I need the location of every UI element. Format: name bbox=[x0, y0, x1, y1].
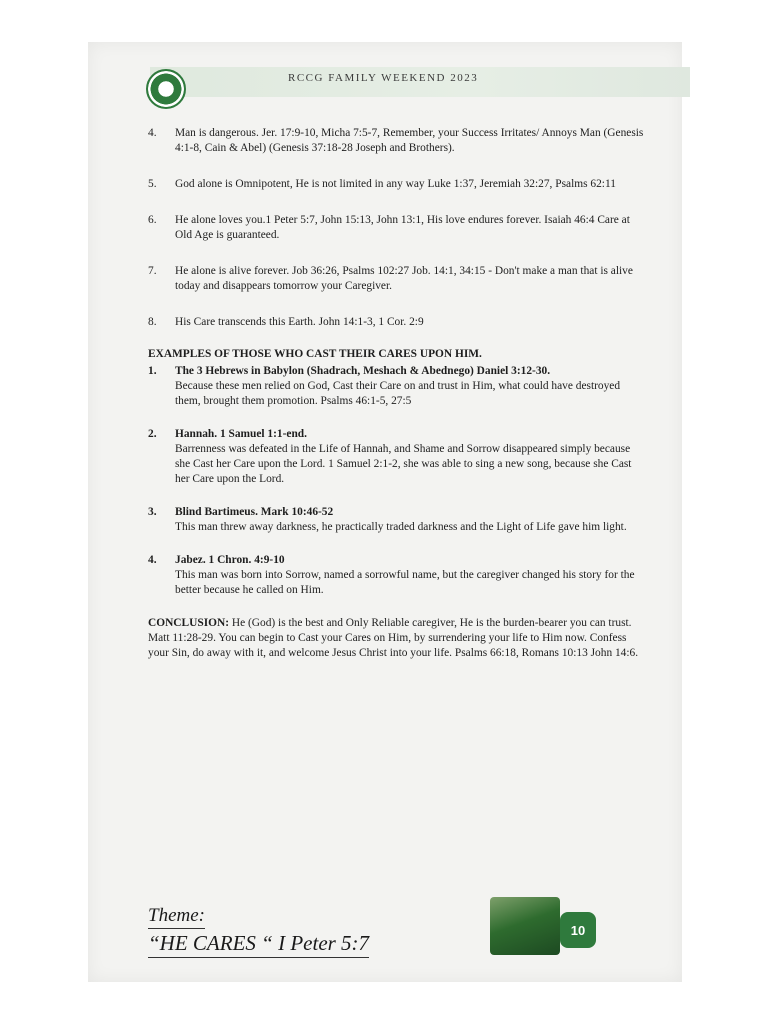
page-number: 10 bbox=[560, 912, 596, 948]
list-item bbox=[148, 177, 648, 192]
document-page bbox=[88, 42, 682, 982]
example-number: 2. bbox=[148, 428, 157, 440]
list-item-text: Man is dangerous. Jer. 17:9-10, Micha 7:5-7, Remember, your Success Irritates/ Annoys Man (Genesis 4:1-8, Cain & Abel) (Genesis 37:18-28 Joseph and Brothers). bbox=[175, 127, 644, 154]
header-title: RCCG FAMILY WEEKEND 2023 bbox=[288, 72, 479, 84]
example-text: This man threw away darkness, he practically traded darkness and the Light of Life gave him light. bbox=[175, 521, 627, 533]
example-body bbox=[175, 553, 648, 598]
examples-heading: EXAMPLES OF THOSE WHO CAST THEIR CARES UPON HIM. bbox=[148, 348, 482, 360]
example-item bbox=[148, 553, 648, 598]
example-text: Barrenness was defeated in the Life of Hannah, and Shame and Sorrow disappeared simply because she Cast her Care upon the Lord. 1 Samuel 2:1-2, she was able to sing a new song, because she Cast her Care upon the Lord. bbox=[175, 443, 632, 485]
example-text: This man was born into Sorrow, named a sorrowful name, but the caregiver changed his story for the better because he called on Him. bbox=[175, 569, 635, 596]
list-item-number: 4. bbox=[148, 127, 157, 139]
list-item-number: 6. bbox=[148, 214, 157, 226]
list-item bbox=[148, 315, 648, 330]
points-list bbox=[148, 126, 648, 330]
example-title: Hannah. 1 Samuel 1:1-end. bbox=[175, 428, 307, 440]
example-item bbox=[148, 505, 648, 535]
list-item-text: He alone loves you.1 Peter 5:7, John 15:13, John 13:1, His love endures forever. Isaiah 46:4 Care at Old Age is guaranteed. bbox=[175, 214, 630, 241]
example-body bbox=[175, 427, 648, 487]
example-body bbox=[175, 505, 648, 535]
rccg-logo-icon bbox=[146, 69, 186, 109]
theme-block bbox=[148, 905, 369, 958]
examples-list bbox=[148, 364, 648, 598]
example-number: 1. bbox=[148, 365, 157, 377]
example-item bbox=[148, 364, 648, 409]
example-title: The 3 Hebrews in Babylon (Shadrach, Meshach & Abednego) Daniel 3:12-30. bbox=[175, 365, 551, 377]
list-item bbox=[148, 126, 648, 156]
example-text: Because these men relied on God, Cast their Care on and trust in Him, what could have destroyed them, brought them promotion. Psalms 46:1-5, 27:5 bbox=[175, 380, 621, 407]
theme-text: “HE CARES “ I Peter 5:7 bbox=[148, 931, 369, 958]
conclusion-label: CONCLUSION: bbox=[148, 617, 230, 629]
family-photo bbox=[490, 897, 560, 955]
example-title: Jabez. 1 Chron. 4:9-10 bbox=[175, 554, 285, 566]
list-item-text: His Care transcends this Earth. John 14:1-3, 1 Cor. 2:9 bbox=[175, 316, 424, 328]
conclusion-text: He (God) is the best and Only Reliable caregiver, He is the burden-bearer you can trust. Matt 11:28-29. You can begin to Cast your Cares on Him, by surrendering your life to Him now. Confess your Sin, do away with it, and welcome Jesus Christ into your life. Psalms 66:18, Romans 10:13 John 14:6. bbox=[148, 617, 639, 659]
list-item-text: God alone is Omnipotent, He is not limited in any way Luke 1:37, Jeremiah 32:27, Psalms 62:11 bbox=[175, 178, 616, 190]
list-item-text: He alone is alive forever. Job 36:26, Psalms 102:27 Job. 14:1, 34:15 - Don't make a man that is alive today and disappears tomorrow your Caregiver. bbox=[175, 265, 633, 292]
list-item-number: 5. bbox=[148, 178, 157, 190]
example-title: Blind Bartimeus. Mark 10:46-52 bbox=[175, 506, 334, 518]
theme-label: Theme: bbox=[148, 905, 205, 929]
example-number: 4. bbox=[148, 554, 157, 566]
list-item bbox=[148, 264, 648, 294]
example-item bbox=[148, 427, 648, 487]
conclusion-paragraph bbox=[148, 616, 648, 661]
list-item-number: 7. bbox=[148, 265, 157, 277]
example-body bbox=[175, 364, 648, 409]
list-item bbox=[148, 213, 648, 243]
list-item-number: 8. bbox=[148, 316, 157, 328]
example-number: 3. bbox=[148, 506, 157, 518]
main-content bbox=[148, 126, 648, 661]
